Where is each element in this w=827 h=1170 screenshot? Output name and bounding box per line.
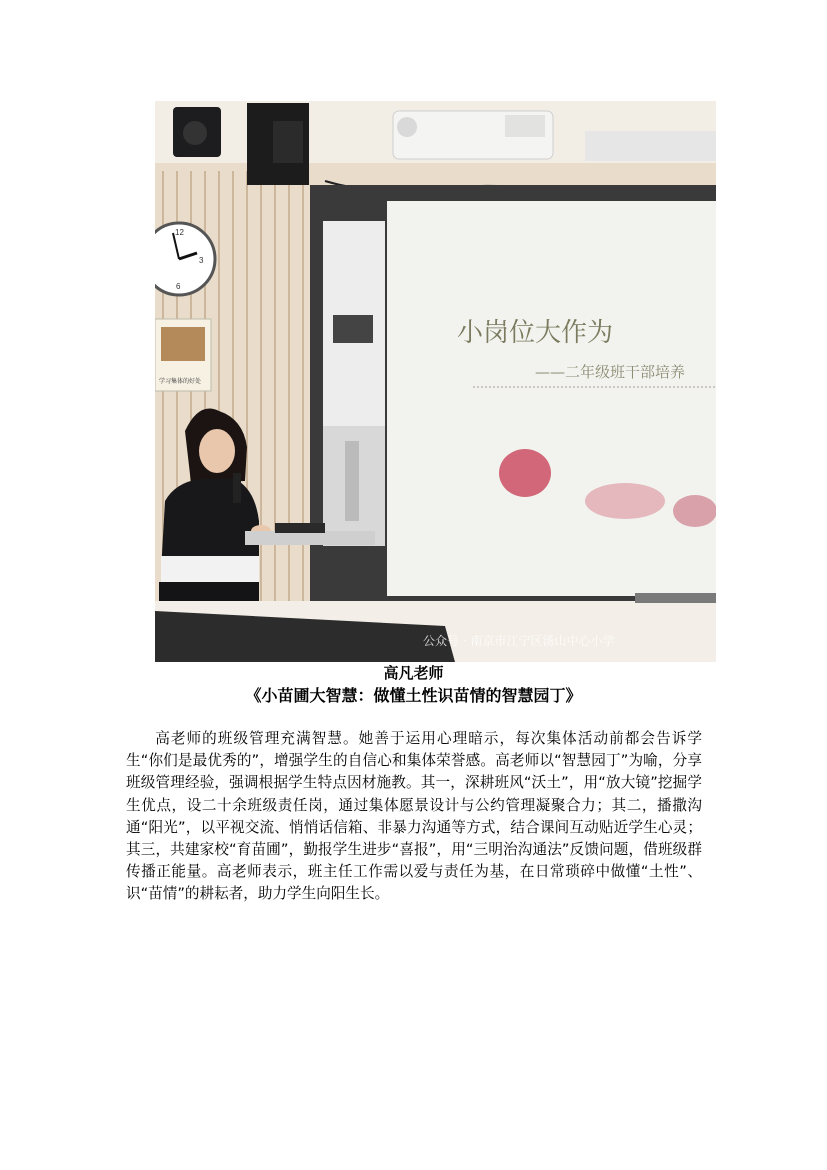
svg-text:——二年级班干部培养: ——二年级班干部培养 [535, 363, 686, 381]
wall-clock [155, 223, 215, 295]
speaker-left [173, 107, 221, 157]
projector [393, 111, 553, 159]
svg-text:3: 3 [199, 256, 204, 265]
article-paragraph: 高老师的班级管理充满智慧。她善于运用心理暗示，每次集体活动前都会告诉学生“你们是最优秀的”，增强学生的自信心和集体荣誉感。高老师以“智慧园丁”为喻，分享班级管理经验，强调根据学生特点因材施教。其一，深耕班风“沃土”，用“放大镜”挖掘学生优点，设二十余班级责任岗，通过集体愿景设计与公约管理凝聚合力；其二，播撒沟通“阳光”，以平视交流、悄悄话信箱、非暴力沟通等方式，结合课间互动贴近学生心灵；其三，共建家校“育苗圃”，勤报学生进步“喜报”，用“三明治沟通法”反馈问题，借班级群传播正能量。高老师表示，班主任工作需以爱与责任为基，在日常琐碎中做懂“土性”、识“苗情”的耕耘者，助力学生向阳生长。 [126, 730, 702, 903]
svg-text:公众号 · 南京市江宁区汤山中心小学: 公众号 · 南京市江宁区汤山中心小学 [423, 634, 615, 648]
svg-text:12: 12 [175, 228, 184, 237]
wall-poster [155, 319, 211, 391]
caption-talk-title: 《小苗圃大智慧：做懂土性识苗情的智慧园丁》 [245, 686, 582, 705]
classroom-photo [155, 101, 716, 662]
projection-screen [387, 201, 716, 596]
caption-teacher-name: 高凡老师 [383, 664, 444, 682]
speaker-center [247, 103, 309, 185]
svg-text:学习集体的好处: 学习集体的好处 [159, 378, 202, 385]
svg-text:小岗位大作为: 小岗位大作为 [457, 318, 614, 348]
svg-text:6: 6 [176, 282, 181, 291]
